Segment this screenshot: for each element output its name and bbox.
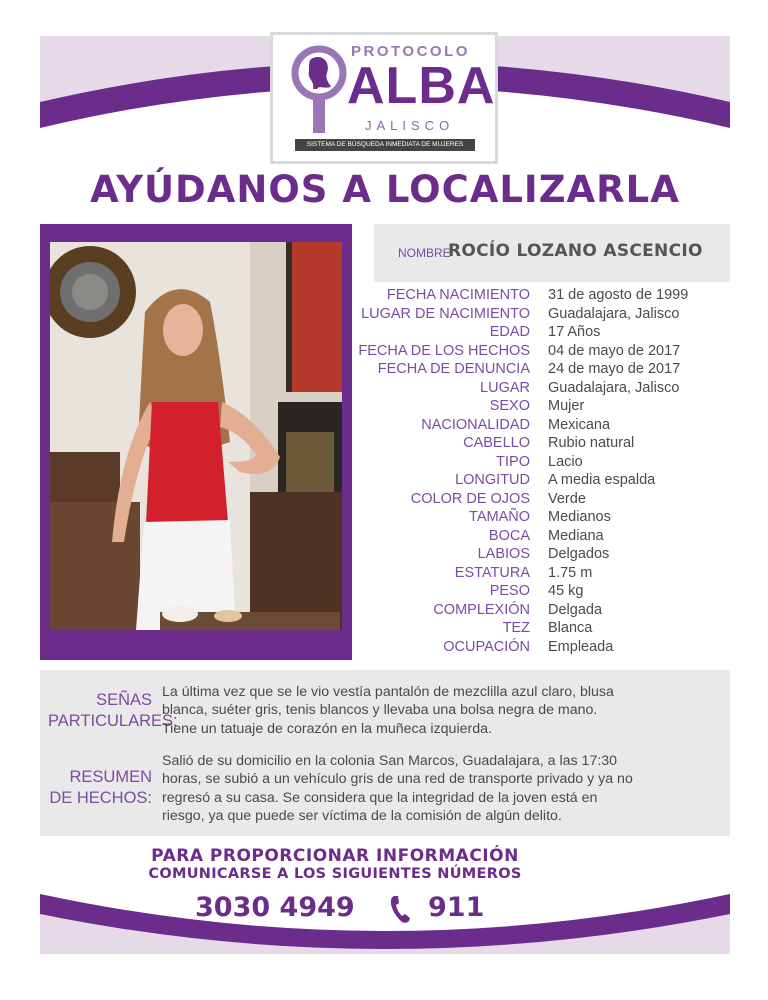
detail-row xyxy=(352,380,732,399)
logo-protocolo-text: PROTOCOLO xyxy=(351,43,470,60)
detail-row xyxy=(352,435,732,454)
detail-label: LUGAR xyxy=(480,379,530,396)
detail-value: A media espalda xyxy=(548,472,656,488)
cta-line1: PARA PROPORCIONAR INFORMACIÓN xyxy=(151,846,519,866)
resumen-text xyxy=(162,752,722,825)
detail-row xyxy=(352,565,732,584)
detail-row xyxy=(352,602,732,621)
senas-label-line2: PARTICULARES: xyxy=(48,712,178,730)
magnifier-woman-icon xyxy=(289,45,349,135)
detail-label: EDAD xyxy=(489,324,530,340)
logo-tagline: SISTEMA DE BÚSQUEDA INMEDIATA DE MUJERES xyxy=(295,139,475,151)
detail-row xyxy=(352,361,732,380)
resumen-label xyxy=(48,767,152,809)
senas-line: blanca, suéter gris, tenis blancos y llevaba una bolsa negra de mano. xyxy=(162,702,598,719)
detail-row xyxy=(352,472,732,491)
detail-value: 1.75 m xyxy=(548,564,593,581)
detail-label: LUGAR DE NACIMIENTO xyxy=(361,305,530,322)
detail-label: PESO xyxy=(489,583,530,599)
resumen-line: regresó a su casa. Se considera que la integridad de la joven está en xyxy=(162,789,598,806)
detail-value: 31 de agosto de 1999 xyxy=(548,287,689,303)
logo-jalisco-text: JALISCO xyxy=(365,118,455,133)
detail-value: Mujer xyxy=(548,398,585,414)
detail-row xyxy=(352,509,732,528)
detail-label: FECHA DE LOS HECHOS xyxy=(358,342,530,359)
cta-line2: COMUNICARSE A LOS SIGUIENTES NÚMEROS xyxy=(148,866,522,882)
detail-row xyxy=(352,546,732,565)
detail-label: LABIOS xyxy=(477,546,530,562)
detail-row xyxy=(352,639,732,658)
senas-line: Tiene un tatuaje de corazón en la muñeca izquierda. xyxy=(162,720,492,737)
detail-row xyxy=(352,306,732,325)
detail-row xyxy=(352,491,732,510)
detail-value: Empleada xyxy=(548,638,614,655)
detail-value: Mexicana xyxy=(548,416,611,433)
detail-label: NACIONALIDAD xyxy=(421,416,530,433)
detail-value: Rubio natural xyxy=(548,435,635,451)
resumen-label-line2: DE HECHOS: xyxy=(49,789,152,807)
detail-row xyxy=(352,620,732,639)
name-label: NOMBRE xyxy=(398,246,451,260)
name-bar xyxy=(374,224,730,282)
logo-alba-text: ALBA xyxy=(347,57,496,115)
senas-line: La última vez que se le vio vestía pantalón de mezclilla azul claro, blusa xyxy=(162,684,614,700)
detail-row xyxy=(352,343,732,362)
senas-text xyxy=(162,683,722,738)
phone-icon xyxy=(390,894,412,924)
phone-number-1[interactable]: 3030 4949 xyxy=(195,892,355,923)
detail-value: Lacio xyxy=(548,453,583,470)
detail-label: TIPO xyxy=(496,453,530,470)
page-title: AYÚDANOS A LOCALIZARLA xyxy=(90,168,680,211)
phone-number-2[interactable]: 911 xyxy=(428,892,485,923)
footer-band xyxy=(40,888,730,954)
footer-swoosh xyxy=(40,888,730,954)
resumen-line: riesgo, ya que puede ser víctima de la comisión de algún delito. xyxy=(162,807,562,824)
detail-value: Delgada xyxy=(548,601,603,618)
detail-value: Verde xyxy=(548,490,586,507)
detail-value: Mediana xyxy=(548,527,604,544)
senas-label xyxy=(48,690,178,732)
detail-value: 04 de mayo de 2017 xyxy=(548,342,681,359)
resumen-line: horas, se subió a un vehículo gris de una red de transporte privado y ya no xyxy=(162,771,633,788)
resumen-line: Salió de su domicilio en la colonia San Marcos, Guadalajara, a las 17:30 xyxy=(162,753,618,769)
description-box xyxy=(40,670,730,836)
detail-label: BOCA xyxy=(488,527,530,544)
resumen-label-line1: RESUMEN xyxy=(69,768,152,786)
detail-label: LONGITUD xyxy=(455,472,530,488)
detail-label: TEZ xyxy=(502,620,530,636)
detail-value: Blanca xyxy=(548,620,593,636)
detail-value: Guadalajara, Jalisco xyxy=(548,379,680,396)
detail-value: Guadalajara, Jalisco xyxy=(548,305,680,322)
detail-label: FECHA DE DENUNCIA xyxy=(377,361,530,377)
detail-value: 24 de mayo de 2017 xyxy=(548,361,681,377)
detail-label: ESTATURA xyxy=(454,564,530,581)
detail-row xyxy=(352,528,732,547)
detail-value: Medianos xyxy=(548,509,611,525)
detail-row xyxy=(352,454,732,473)
detail-label: FECHA NACIMIENTO xyxy=(386,287,530,303)
name-value: ROCÍO LOZANO ASCENCIO xyxy=(448,241,703,261)
detail-value: 45 kg xyxy=(548,583,584,599)
detail-label: COMPLEXIÓN xyxy=(433,601,530,618)
detail-row xyxy=(352,583,732,602)
detail-label: TAMAÑO xyxy=(469,509,530,525)
missing-person-photo xyxy=(50,242,342,630)
senas-label-line1: SEÑAS xyxy=(96,691,152,709)
detail-value: Delgados xyxy=(548,546,610,562)
detail-label: COLOR DE OJOS xyxy=(410,490,530,507)
detail-label: OCUPACIÓN xyxy=(443,638,530,655)
detail-row xyxy=(352,287,732,306)
detail-label: SEXO xyxy=(489,398,530,414)
details-list xyxy=(352,287,732,657)
detail-value: 17 Años xyxy=(548,324,601,340)
detail-row xyxy=(352,398,732,417)
detail-label: CABELLO xyxy=(463,435,530,451)
protocolo-alba-logo xyxy=(270,32,498,164)
detail-row xyxy=(352,417,732,436)
detail-row xyxy=(352,324,732,343)
